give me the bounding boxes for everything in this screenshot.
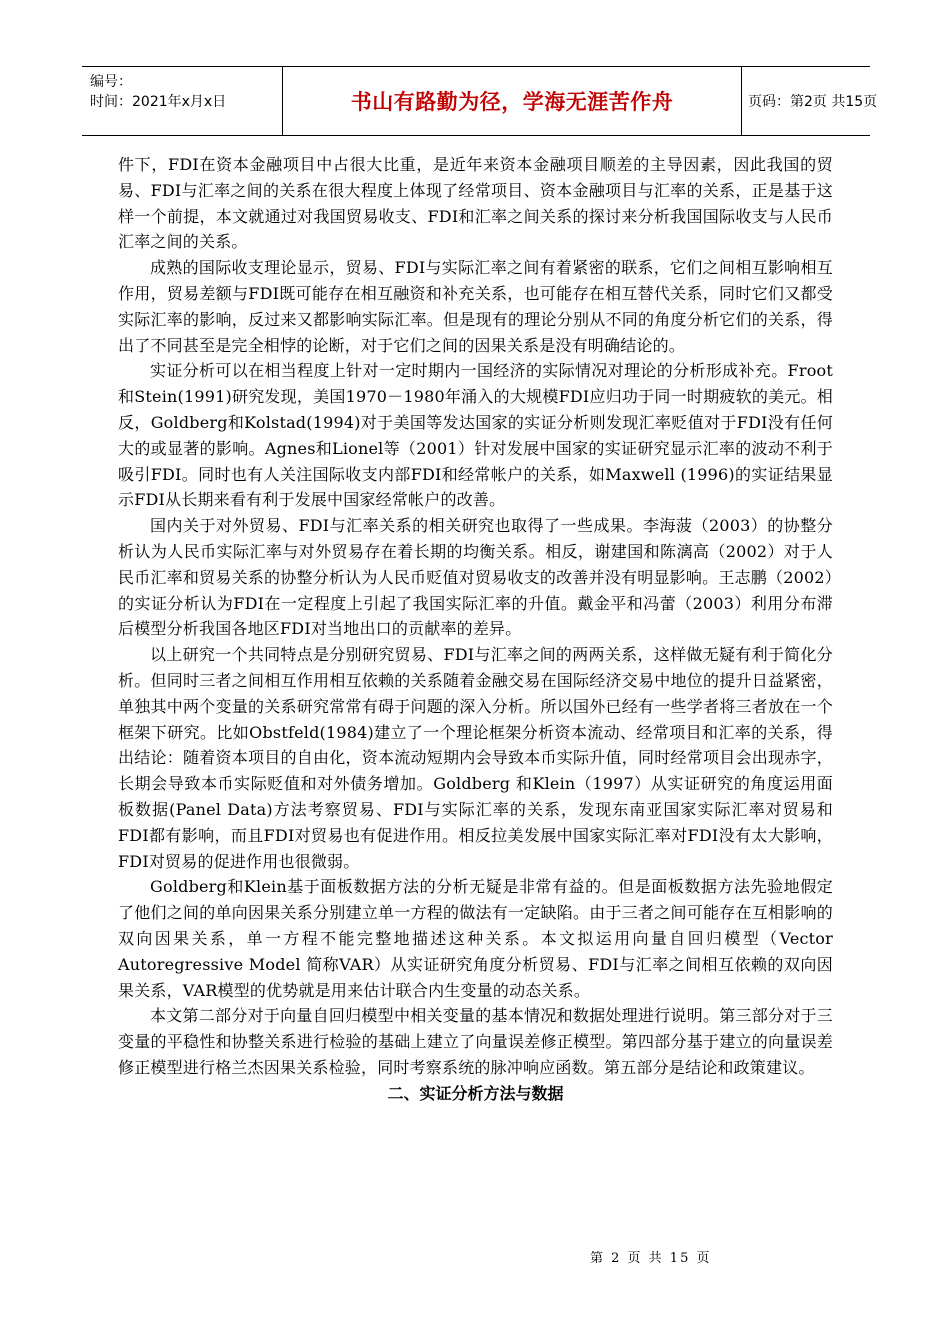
header-left-cell <box>82 67 282 135</box>
paragraph-6: Goldberg和Klein基于面板数据方法的分析无疑是非常有益的。但是面板数据方法先验地假定了他们之间的单向因果关系分别建立单一方程的做法有一定缺陷。由于三者之间可能存在互相影响的双向因果关系，单一方程不能完整地描述这种关系。本文拟运用向量自回归模型（Vector Autoregressive Model 简称VAR）从实证研究角度分析贸易、FDI与汇率之间相互依赖的双向因果关系，VAR模型的优势就是用来估计联合内生变量的动态关系。 <box>118 877 833 1000</box>
page-footer: 第 2 页 共 15 页 <box>590 1251 712 1266</box>
document-body <box>118 152 833 1106</box>
document-number-label: 编号： <box>90 74 132 90</box>
paragraph-7: 本文第二部分对于向量自回归模型中相关变量的基本情况和数据处理进行说明。第三部分对于三变量的平稳性和协整关系进行检验的基础上建立了向量误差修正模型。第四部分基于建立的向量误差修正模型进行格兰杰因果关系检验，同时考察系统的脉冲响应函数。第五部分是结论和政策建议。 <box>118 1006 833 1077</box>
header-right-cell <box>740 67 878 135</box>
paragraph-1: 件下，FDI在资本金融项目中占很大比重，是近年来资本金融项目顺差的主导因素，因此我国的贸易、FDI与汇率之间的关系在很大程度上体现了经常项目、资本金融项目与汇率的关系，正是基于这样一个前提，本文就通过对我国贸易收支、FDI和汇率之间关系的探讨来分析我国国际收支与人民币汇率之间的关系。 <box>118 155 833 252</box>
document-date-label: 时间：2021年x月x日 <box>90 94 227 110</box>
paragraph-4: 国内关于对外贸易、FDI与汇率关系的相关研究也取得了一些成果。李海菠（2003）的协整分析认为人民币实际汇率与对外贸易存在着长期的均衡关系。相反，谢建国和陈漓高（2002）对于人民币汇率和贸易关系的协整分析认为人民币贬值对贸易收支的改善并没有明显影响。王志鹏（2002）的实证分析认为FDI在一定程度上引起了我国实际汇率的升值。戴金平和冯蕾（2003）利用分布滞后模型分析我国各地区FDI对当地出口的贡献率的差异。 <box>118 516 833 639</box>
paragraph-3: 实证分析可以在相当程度上针对一定时期内一国经济的实际情况对理论的分析形成补充。Froot和Stein(1991)研究发现，美国1970－1980年涌入的大规模FDI应归功于同一时期疲软的美元。相反，Goldberg和Kolstad(1994)对于美国等发达国家的实证分析则发现汇率贬值对于FDI没有任何大的或显著的影响。Agnes和Lionel等（2001）针对发展中国家的实证研究显示汇率的波动不利于吸引FDI。同时也有人关注国际收支内部FDI和经常帐户的关系，如Maxwell (1996)的实证结果显示FDI从长期来看有利于发展中国家经常帐户的改善。 <box>118 361 833 510</box>
header-motto: 书山有路勤为径，学海无涯苦作舟 <box>350 90 674 114</box>
section-heading: 二、实证分析方法与数据 <box>387 1083 564 1103</box>
paragraph-2: 成熟的国际收支理论显示，贸易、FDI与实际汇率之间有着紧密的联系，它们之间相互影响相互作用，贸易差额与FDI既可能存在相互融资和补充关系，也可能存在相互替代关系，同时它们又都受实际汇率的影响，反过来又都影响实际汇率。但是现有的理论分别从不同的角度分析它们的关系，得出了不同甚至是完全相悖的论断，对于它们之间的因果关系是没有明确结论的。 <box>118 258 833 355</box>
paragraph-5: 以上研究一个共同特点是分别研究贸易、FDI与汇率之间的两两关系，这样做无疑有利于简化分析。但同时三者之间相互作用相互依赖的关系随着金融交易在国际经济交易中地位的提升日益紧密，单独其中两个变量的关系研究常常有碍于问题的深入分析。所以国外已经有一些学者将三者放在一个框架下研究。比如Obstfeld(1984)建立了一个理论框架分析资本流动、经常项目和汇率的关系，得出结论：随着资本项目的自由化，资本流动短期内会导致本币实际升值，同时经常项目会出现赤字，长期会导致本币实际贬值和对外债务增加。Goldberg 和Klein（1997）从实证研究的角度运用面板数据(Panel Data)方法考察贸易、FDI与实际汇率的关系，发现东南亚国家实际汇率对贸易和FDI都有影响，而且FDI对贸易也有促进作用。相反拉美发展中国家实际汇率对FDI没有太大影响，FDI对贸易的促进作用也很微弱。 <box>118 645 833 871</box>
header-motto-cell <box>282 67 742 135</box>
page-header <box>82 66 878 136</box>
header-page-indicator: 页码：第2页 共15页 <box>748 94 878 110</box>
